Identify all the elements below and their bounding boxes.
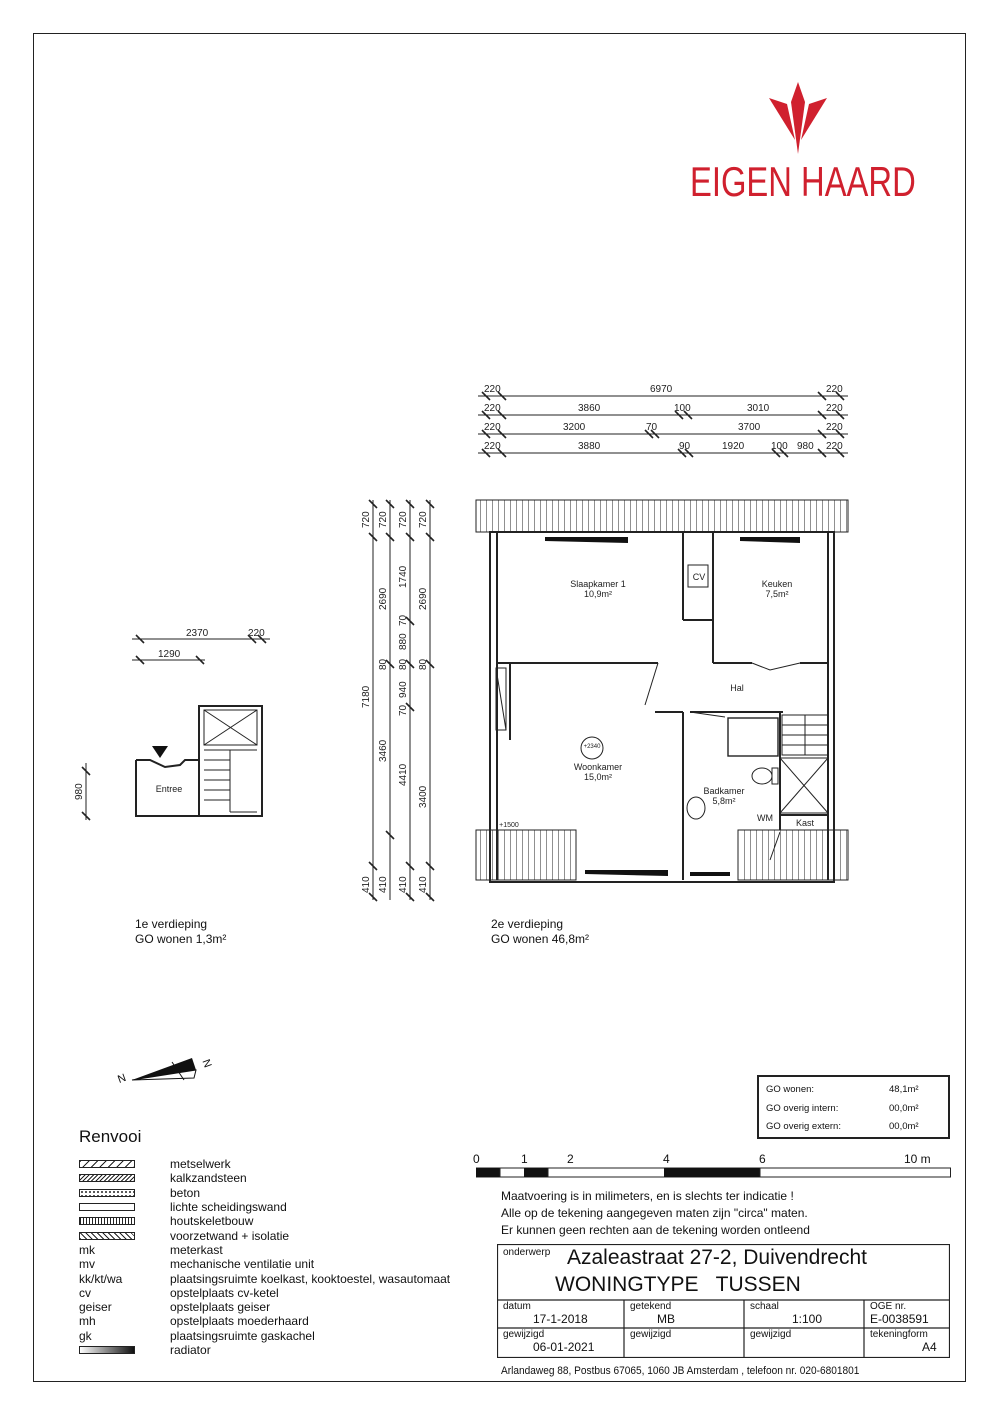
vdim-left: 980 bbox=[74, 783, 85, 800]
dim-r4-e: 100 bbox=[771, 441, 788, 452]
legend-symbol bbox=[79, 1229, 170, 1243]
dim-left-c: 1290 bbox=[158, 649, 181, 660]
tb-gewijzigd-label: gewijzigd bbox=[503, 1329, 545, 1340]
dim-r1-b: 6970 bbox=[650, 384, 673, 395]
brand-name: EIGEN HAARD bbox=[690, 158, 916, 205]
tb-getekend-label: getekend bbox=[630, 1301, 672, 1312]
vdim-c1-a: 720 bbox=[361, 511, 372, 528]
dim-r2-e: 220 bbox=[826, 403, 843, 414]
dim-r2-d: 3010 bbox=[747, 403, 770, 414]
vdim-c1-b: 7180 bbox=[361, 685, 372, 708]
tb-oge-label: OGE nr. bbox=[870, 1301, 907, 1312]
vdim-c1-c: 410 bbox=[361, 876, 372, 893]
renvooi-legend bbox=[79, 1157, 450, 1357]
legend-symbol: mh bbox=[79, 1314, 96, 1329]
legend-row bbox=[79, 1200, 450, 1214]
vdim-c2-d: 3460 bbox=[378, 739, 389, 762]
tb-oge: E-0038591 bbox=[870, 1312, 929, 1326]
legend-row bbox=[79, 1228, 450, 1242]
legend-symbol bbox=[79, 1343, 170, 1357]
area-value-1: 00,0m² bbox=[889, 1103, 919, 1114]
legend-row bbox=[79, 1314, 450, 1328]
legend-row bbox=[79, 1257, 450, 1271]
dim-r3-a: 220 bbox=[484, 422, 501, 433]
room-badkamer-area: 5,8m² bbox=[712, 796, 736, 806]
vdim-c3-h: 4410 bbox=[398, 763, 409, 786]
room-badkamer bbox=[694, 786, 754, 806]
tb-schaal-label: schaal bbox=[750, 1301, 779, 1312]
room-woonkamer-area: 15,0m² bbox=[583, 772, 612, 782]
area-value-2: 00,0m² bbox=[889, 1121, 919, 1132]
legend-symbol bbox=[79, 1171, 170, 1185]
tb-onderwerp-label: onderwerp bbox=[503, 1247, 551, 1258]
vdim-c3-a: 720 bbox=[398, 511, 409, 528]
dim-r2-a: 220 bbox=[484, 403, 501, 414]
wm-label: WM bbox=[757, 813, 773, 823]
legend-label: voorzetwand + isolatie bbox=[170, 1228, 290, 1243]
scale-1: 1 bbox=[521, 1152, 528, 1166]
legend-label: radiator bbox=[170, 1343, 211, 1357]
dim-r4-b: 3880 bbox=[578, 441, 601, 452]
dim-r3-d: 3700 bbox=[738, 422, 761, 433]
renvooi-title: Renvooi bbox=[79, 1127, 142, 1146]
legend-symbol: mk bbox=[79, 1242, 95, 1257]
room-woonkamer-name: Woonkamer bbox=[573, 762, 623, 772]
legend-symbol: mv bbox=[79, 1257, 95, 1272]
room-slaapkamer bbox=[558, 579, 638, 599]
dim-r1-c: 220 bbox=[826, 384, 843, 395]
kast-label: Kast bbox=[795, 818, 814, 828]
tb-getekend: MB bbox=[657, 1312, 675, 1326]
vdim-c3-d: 880 bbox=[398, 633, 409, 650]
dim-r3-e: 220 bbox=[826, 422, 843, 433]
drawing-notes bbox=[501, 1188, 810, 1239]
legend-row bbox=[79, 1271, 450, 1285]
tb-address: Azaleastraat 27-2, Duivendrecht bbox=[567, 1246, 867, 1269]
scale-0: 0 bbox=[473, 1152, 480, 1166]
scale-2: 2 bbox=[567, 1152, 574, 1166]
scale-bar bbox=[476, 1167, 952, 1181]
floor-1-label bbox=[135, 917, 226, 947]
room-keuken-area: 7,5m² bbox=[765, 589, 789, 599]
note-1: Alle op de tekening aangegeven maten zijn "circa" maten. bbox=[501, 1206, 808, 1220]
legend-symbol bbox=[79, 1214, 170, 1228]
area-label-0: GO wonen: bbox=[766, 1084, 815, 1095]
legend-row bbox=[79, 1300, 450, 1314]
dim-r3-b: 3200 bbox=[563, 422, 586, 433]
vdim-c2-e: 410 bbox=[378, 876, 389, 893]
legend-row bbox=[79, 1286, 450, 1300]
floor-2-name: 2e verdieping bbox=[491, 917, 564, 931]
room-woonkamer bbox=[558, 762, 638, 782]
vdim-c4-a: 720 bbox=[418, 511, 429, 528]
legend-swatch-dense bbox=[79, 1174, 135, 1182]
area-summary-box bbox=[757, 1075, 950, 1139]
legend-symbol: geiser bbox=[79, 1300, 112, 1315]
dim-r4-a: 220 bbox=[484, 441, 501, 452]
legend-label: plaatsingsruimte koelkast, kooktoestel, wasautomaat bbox=[170, 1271, 451, 1286]
tb-type: WONINGTYPE TUSSEN bbox=[555, 1273, 801, 1296]
tb-schaal: 1:100 bbox=[792, 1312, 823, 1326]
scale-10: 10 m bbox=[904, 1152, 931, 1166]
dim-left-b: 220 bbox=[248, 628, 265, 639]
room-keuken bbox=[744, 579, 810, 599]
legend-swatch-plain bbox=[79, 1203, 135, 1211]
dim-r2-c: 100 bbox=[674, 403, 691, 414]
legend-row bbox=[79, 1329, 450, 1343]
vdim-c2-b: 2690 bbox=[378, 587, 389, 610]
vdim-c3-g: 70 bbox=[398, 704, 409, 716]
room-hal: Hal bbox=[730, 683, 744, 693]
legend-symbol: gk bbox=[79, 1328, 92, 1343]
legend-symbol bbox=[79, 1157, 170, 1171]
area-label-2: GO overig extern: bbox=[766, 1121, 841, 1132]
legend-row bbox=[79, 1157, 450, 1171]
legend-label: metselwerk bbox=[170, 1157, 231, 1172]
vdim-c3-e: 80 bbox=[398, 658, 409, 670]
tb-gewijzigd3-label: gewijzigd bbox=[750, 1329, 792, 1340]
floor-2-area: GO wonen 46,8m² bbox=[491, 932, 590, 946]
floor-1-name: 1e verdieping bbox=[135, 917, 208, 931]
legend-symbol bbox=[79, 1200, 170, 1214]
legend-label: beton bbox=[170, 1185, 201, 1200]
legend-label: houtskeletbouw bbox=[170, 1214, 254, 1229]
legend-row bbox=[79, 1186, 450, 1200]
dim-r2-b: 3860 bbox=[578, 403, 601, 414]
legend-swatch-wave bbox=[79, 1232, 135, 1240]
dim-r3-c: 70 bbox=[646, 422, 658, 433]
dim-r4-g: 220 bbox=[826, 441, 843, 452]
dim-r4-f: 980 bbox=[797, 441, 814, 452]
legend-row bbox=[79, 1214, 450, 1228]
dim-r1-a: 220 bbox=[484, 384, 501, 395]
tb-datum: 17-1-2018 bbox=[533, 1312, 588, 1326]
vdim-c2-a: 720 bbox=[378, 511, 389, 528]
room-badkamer-name: Badkamer bbox=[703, 786, 745, 796]
vdim-c3-f: 940 bbox=[398, 681, 409, 698]
legend-swatch-hatch bbox=[79, 1160, 135, 1168]
vdim-c3-i: 410 bbox=[398, 876, 409, 893]
room-keuken-name: Keuken bbox=[761, 579, 793, 589]
vdim-c4-d: 3400 bbox=[418, 785, 429, 808]
vdim-c2-c: 80 bbox=[378, 658, 389, 670]
legend-swatch-radiator bbox=[79, 1346, 135, 1354]
legend-row bbox=[79, 1171, 450, 1185]
footer-address: Arlandaweg 88, Postbus 67065, 1060 JB Amsterdam , telefoon nr. 020-6801801 bbox=[501, 1365, 860, 1377]
tb-gewijzigd2-label: gewijzigd bbox=[630, 1329, 672, 1340]
room-slaapkamer-area: 10,9m² bbox=[583, 589, 612, 599]
tb-tekeningform-label: tekeningform bbox=[870, 1329, 928, 1340]
woonkamer-marker: +2340 bbox=[583, 744, 601, 750]
north-arrow-icon bbox=[112, 1050, 222, 1090]
tb-datum-label: datum bbox=[503, 1301, 531, 1312]
legend-symbol bbox=[79, 1186, 170, 1200]
legend-row bbox=[79, 1343, 450, 1357]
compass-n-left: N bbox=[116, 1072, 128, 1086]
floor-1-area: GO wonen 1,3m² bbox=[135, 932, 227, 946]
vdim-c4-b: 2690 bbox=[418, 587, 429, 610]
dim-r4-c: 90 bbox=[679, 441, 691, 452]
legend-label: mechanische ventilatie unit bbox=[170, 1257, 315, 1272]
legend-label: kalkzandsteen bbox=[170, 1171, 247, 1186]
room-slaapkamer-name: Slaapkamer 1 bbox=[570, 579, 626, 589]
vdim-c4-e: 410 bbox=[418, 876, 429, 893]
legend-row bbox=[79, 1243, 450, 1257]
scale-6: 6 bbox=[759, 1152, 766, 1166]
vdim-c3-b: 1740 bbox=[398, 565, 409, 588]
tb-gewijzigd: 06-01-2021 bbox=[533, 1340, 595, 1354]
legend-label: opstelplaats moederhaard bbox=[170, 1314, 309, 1329]
legend-swatch-vert bbox=[79, 1217, 135, 1225]
legend-label: opstelplaats cv-ketel bbox=[170, 1285, 279, 1300]
legend-symbol: kk/kt/wa bbox=[79, 1271, 123, 1286]
level-marker: +1500 bbox=[499, 822, 519, 829]
legend-swatch-dots bbox=[79, 1189, 135, 1197]
dim-left-a: 2370 bbox=[186, 628, 209, 639]
vdim-c3-c: 70 bbox=[398, 614, 409, 626]
area-label-1: GO overig intern: bbox=[766, 1103, 839, 1114]
compass-n-right: N bbox=[200, 1057, 215, 1069]
scale-4: 4 bbox=[663, 1152, 670, 1166]
legend-label: meterkast bbox=[170, 1242, 223, 1257]
room-entree: Entree bbox=[155, 784, 183, 794]
title-block bbox=[497, 1244, 950, 1358]
vdim-c4-c: 80 bbox=[418, 658, 429, 670]
legend-label: plaatsingsruimte gaskachel bbox=[170, 1328, 315, 1343]
note-0: Maatvoering is in milimeters, en is slechts ter indicatie ! bbox=[501, 1189, 794, 1203]
note-2: Er kunnen geen rechten aan de tekening worden ontleend bbox=[501, 1223, 810, 1237]
area-value-0: 48,1m² bbox=[889, 1084, 919, 1095]
floor-2-label bbox=[491, 917, 589, 947]
dim-r4-d: 1920 bbox=[722, 441, 745, 452]
legend-label: opstelplaats geiser bbox=[170, 1300, 271, 1315]
legend-label: lichte scheidingswand bbox=[170, 1200, 287, 1215]
legend-symbol: cv bbox=[79, 1285, 91, 1300]
tb-tekeningform: A4 bbox=[922, 1340, 937, 1354]
cv-label: CV bbox=[692, 572, 706, 582]
